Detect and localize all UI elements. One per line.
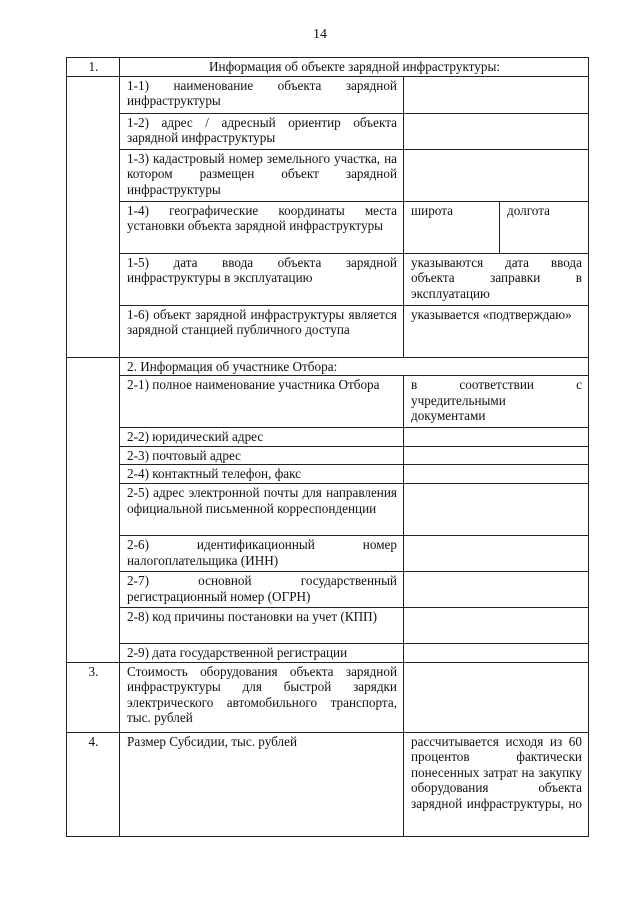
row-label: 1-1) наименование объекта зарядной инфраструктуры: [120, 76, 404, 113]
row-label: 1-5) дата ввода объекта зарядной инфраструктуры в эксплуатацию: [120, 253, 404, 305]
row-value: в соответствии с учредительными документами: [404, 376, 589, 428]
longitude-cell: долгота: [500, 201, 589, 253]
table-row: [67, 446, 589, 465]
row-value: [404, 483, 589, 535]
table-row: [67, 376, 589, 428]
table-row: [67, 607, 589, 643]
section-number: 1.: [67, 58, 120, 77]
row-label: 2-7) основной государственный регистрационный номер (ОГРН): [120, 571, 404, 607]
row-value: [404, 76, 589, 113]
row-label: 2-8) код причины постановки на учет (КПП): [120, 607, 404, 643]
latitude-cell: широта: [404, 201, 500, 253]
table-row: [67, 201, 589, 253]
row-label: 1-3) кадастровый номер земельного участка, на котором размещен объект зарядной инфраструктуры: [120, 149, 404, 201]
table-row: [67, 465, 589, 484]
row-value: [404, 607, 589, 643]
table-row: [67, 253, 589, 305]
row-label: 2-2) юридический адрес: [120, 428, 404, 447]
row-label: 2-5) адрес электронной почты для направления официальной письменной корреспонденции: [120, 483, 404, 535]
row-label: 2-9) дата государственной регистрации: [120, 643, 404, 662]
row-label: Размер Субсидии, тыс. рублей: [120, 732, 404, 836]
info-table: [66, 57, 589, 837]
row-label: 2-6) идентификационный номер налогоплательщика (ИНН): [120, 535, 404, 571]
page-number: 14: [313, 27, 327, 42]
row-value: [404, 643, 589, 662]
row-value: указываются дата ввода объекта заправки в эксплуатацию: [404, 253, 589, 305]
section-2-header-row: [67, 357, 589, 376]
row-value: [404, 113, 589, 149]
row-value: [404, 428, 589, 447]
section-1-header-row: [67, 58, 589, 77]
row-label: 1-4) географические координаты места установки объекта зарядной инфраструктуры: [120, 201, 404, 253]
table-row: [67, 483, 589, 535]
row-value: [404, 446, 589, 465]
number-cell: [67, 357, 120, 662]
row-label: 1-2) адрес / адресный ориентир объекта зарядной инфраструктуры: [120, 113, 404, 149]
row-value: [404, 535, 589, 571]
section-title: 2. Информация об участнике Отбора:: [120, 357, 589, 376]
row-value: рассчитывается исходя из 60 процентов фактически понесенных затрат на закупку оборудования объекта зарядной инфраструктуры, но: [404, 732, 589, 836]
table-row: [67, 149, 589, 201]
table-row: [67, 428, 589, 447]
row-label: 1-6) объект зарядной инфраструктуры является зарядной станцией публичного доступа: [120, 305, 404, 357]
section-4-row: [67, 732, 589, 836]
row-value: [404, 149, 589, 201]
table-row: [67, 643, 589, 662]
table-row: [67, 305, 589, 357]
row-value: указывается «подтверждаю»: [404, 305, 589, 357]
row-value: [404, 662, 589, 732]
table-row: [67, 535, 589, 571]
row-label: Стоимость оборудования объекта зарядной инфраструктуры для быстрой зарядки электрического автомобильного транспорта, тыс. рублей: [120, 662, 404, 732]
row-label: 2-3) почтовый адрес: [120, 446, 404, 465]
row-label: 2-4) контактный телефон, факс: [120, 465, 404, 484]
section-number: 3.: [67, 662, 120, 732]
number-cell: [67, 76, 120, 357]
section-3-row: [67, 662, 589, 732]
table-row: [67, 571, 589, 607]
table-row: [67, 113, 589, 149]
row-label: 2-1) полное наименование участника Отбора: [120, 376, 404, 428]
section-title: Информация об объекте зарядной инфраструктуры:: [120, 58, 589, 77]
section-number: 4.: [67, 732, 120, 836]
table-row: [67, 76, 589, 113]
row-value: [404, 465, 589, 484]
row-value: [404, 571, 589, 607]
